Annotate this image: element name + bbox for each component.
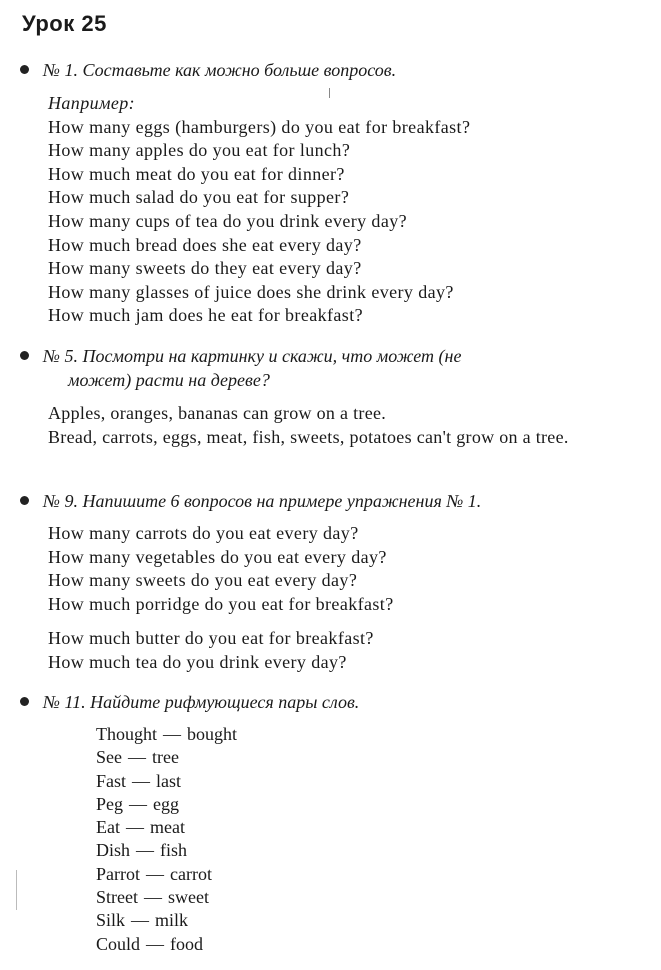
rhyme-pair: Street — sweet xyxy=(96,887,209,908)
bullet-icon xyxy=(20,65,29,74)
exercise-5-answer-2: Bread, carrots, eggs, meat, fish, sweets, potatoes can't grow on a tree. xyxy=(48,427,569,447)
exercise-11-heading xyxy=(20,690,359,714)
answer-line: How many glasses of juice does she drink every day? xyxy=(48,281,454,302)
answer-line: How many carrots do you eat every day? xyxy=(48,523,359,543)
answer-line: How many sweets do they eat every day? xyxy=(48,258,362,279)
rhyme-pairs-list xyxy=(96,723,237,956)
exercise-1-number: № 1. xyxy=(43,60,78,80)
rhyme-pair: Silk — milk xyxy=(96,910,189,931)
rhyme-pair: Peg — egg xyxy=(96,793,179,814)
exercise-5-number: № 5. xyxy=(43,346,78,366)
rhyme-pair: Eat — meat xyxy=(96,817,185,838)
rhyme-pair: Thought — bought xyxy=(96,724,238,744)
exercise-9-instruction: Напишите 6 вопросов на примере упражнения № 1. xyxy=(82,491,482,511)
exercise-1-heading xyxy=(20,58,396,82)
rhyme-pair: Could — food xyxy=(96,933,204,954)
example-label: Например: xyxy=(48,93,136,113)
exercise-9-answers xyxy=(48,522,394,616)
scan-mark xyxy=(16,870,17,910)
bullet-icon xyxy=(20,496,29,505)
exercise-5-instruction-line1: Посмотри на картинку и скажи, что может (не xyxy=(82,346,462,366)
answer-line: How much tea do you drink every day? xyxy=(48,651,347,672)
answer-line: How much porridge do you eat for breakfast? xyxy=(48,593,394,614)
exercise-11-number: № 11. xyxy=(43,692,86,712)
answer-line: How much jam does he eat for breakfast? xyxy=(48,305,363,326)
answer-line: How much meat do you eat for dinner? xyxy=(48,163,345,184)
answer-line: How much bread does she eat every day? xyxy=(48,234,362,255)
rhyme-pair: Parrot — carrot xyxy=(96,863,212,884)
answer-line: How many apples do you eat for lunch? xyxy=(48,140,351,161)
rhyme-pair: See — tree xyxy=(96,747,179,768)
exercise-11-instruction: Найдите рифмующиеся пары слов. xyxy=(90,692,360,712)
answer-line: How much salad do you eat for supper? xyxy=(48,187,350,208)
exercise-5-answer-1: Apples, oranges, bananas can grow on a tree. xyxy=(48,403,387,423)
answer-line: How many vegetables do you eat every day? xyxy=(48,546,387,567)
exercise-1-instruction: Составьте как можно больше вопросов. xyxy=(82,60,397,80)
answer-line: How many cups of tea do you drink every day? xyxy=(48,210,408,231)
bullet-icon xyxy=(20,351,29,360)
exercise-9-number: № 9. xyxy=(43,491,78,511)
lesson-title: Урок 25 xyxy=(22,11,107,36)
bullet-icon xyxy=(20,697,29,706)
scan-mark xyxy=(329,88,330,98)
exercise-1-answers xyxy=(48,92,470,328)
answer-line: How much butter do you eat for breakfast? xyxy=(48,628,374,648)
exercise-5-heading xyxy=(20,344,645,368)
exercise-9-heading xyxy=(20,489,481,513)
answer-line: How many eggs (hamburgers) do you eat for breakfast? xyxy=(48,116,471,137)
rhyme-pair: Dish — fish xyxy=(96,840,188,861)
exercise-9-answers-cont xyxy=(48,627,374,674)
rhyme-pair: Fast — last xyxy=(96,770,182,791)
answer-line: How many sweets do you eat every day? xyxy=(48,570,358,591)
exercise-5-instruction-line2: может) расти на дереве? xyxy=(68,370,270,390)
